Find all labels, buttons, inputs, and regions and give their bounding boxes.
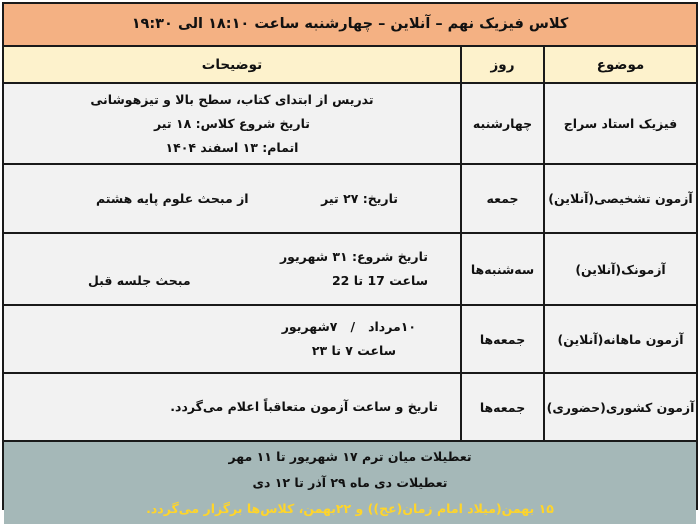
table-row [4, 234, 696, 306]
description-line [16, 269, 448, 293]
exam-date: تاریخ: ۲۷ تیر [321, 190, 398, 206]
description-line: تاریخ شروع: ۳۱ شهریور [279, 249, 428, 264]
row-day: جمعه‌ها [460, 306, 543, 372]
header-day: روز [460, 47, 543, 82]
midterm-holidays: تعطیلات میان ترم ۱۷ شهریور تا ۱۱ مهر [228, 449, 472, 464]
header-topic: موضوع [543, 47, 696, 82]
exam-scope: از مبحث علوم پایه هشتم [96, 190, 249, 206]
table-row [4, 306, 696, 374]
description-line: اتمام: ۱۳ اسفند ۱۴۰۴ [165, 139, 299, 155]
table-row [4, 165, 696, 234]
schedule-table [2, 2, 698, 516]
row-day: جمعه [460, 165, 543, 232]
description-line: تاریخ و ساعت آزمون متعاقباً اعلام می‌گردد. [170, 399, 438, 414]
description-line: ۱۰مرداد / ۷شهریور [281, 319, 416, 334]
row-topic: آزمون کشوری(حضوری) [543, 374, 696, 440]
quiz-hours: ساعت 17 تا 22 [331, 273, 428, 288]
row-day: سه‌شنبه‌ها [460, 234, 543, 304]
row-day: چهارشنبه [460, 84, 543, 163]
row-topic: آزمون تشخیصی(آنلاین) [543, 165, 696, 232]
table-row [4, 84, 696, 165]
row-description [4, 234, 460, 304]
table-row [4, 374, 696, 442]
row-description [4, 306, 460, 372]
description-line: ساعت ۷ تا ۲۳ [311, 343, 396, 358]
table-title: کلاس فیزیک نهم – آنلاین – چهارشنبه ساعت ۱۸:۱۰ الی ۱۹:۳۰ [4, 4, 696, 47]
description-line: تاریخ شروع کلاس: ۱۸ تیر [154, 115, 310, 131]
row-description [4, 84, 460, 163]
row-description [4, 374, 460, 440]
quiz-scope: مبحث جلسه قبل [88, 273, 191, 288]
header-description: توضیحات [201, 56, 263, 73]
row-topic: آزمونک(آنلاین) [543, 234, 696, 304]
header-row [4, 47, 696, 84]
description-line: تدریس از ابتدای کتاب، سطح بالا و تیزهوشانی [90, 91, 374, 107]
row-topic: فیزیک استاد سراج [543, 84, 696, 163]
row-topic: آزمون ماهانه(آنلاین) [543, 306, 696, 372]
row-description [4, 165, 460, 232]
row-day: جمعه‌ها [460, 374, 543, 440]
description-line [16, 187, 448, 211]
winter-holidays: تعطیلات دی ماه ۲۹ آذر تا ۱۲ دی [252, 475, 448, 490]
special-days-note: ۱۵ بهمن(میلاد امام زمان(عج)) و ۲۲بهمن، کلاس‌ها برگزار می‌گردد. [146, 501, 554, 516]
